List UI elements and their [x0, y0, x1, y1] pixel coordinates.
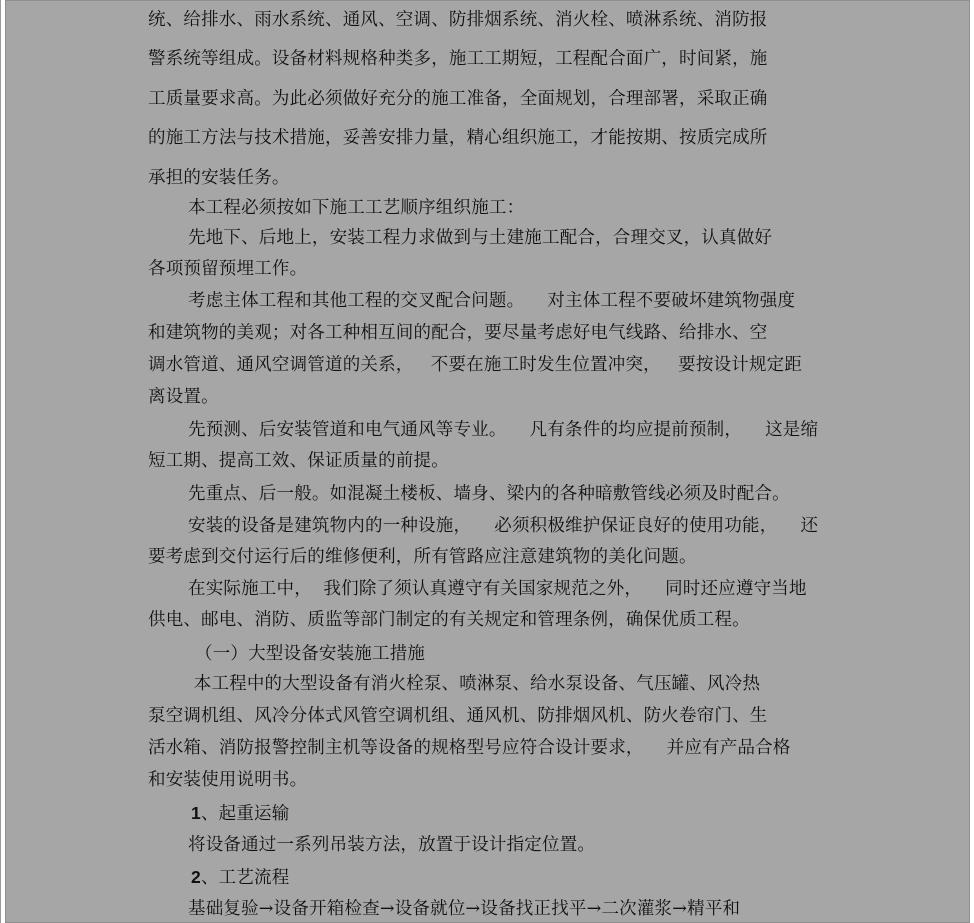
- text-line: 本工程中的大型设备有消火栓泵、喷淋泵、给水泵设备、气压罐、风冷热: [188, 674, 761, 694]
- text-line: 警系统等组成。设备材料规格种类多，施工工期短，工程配合面广，时间紧，施: [148, 49, 768, 69]
- item-heading: [191, 802, 289, 825]
- text-line: 短工期、提高工效、保证质量的前提。: [148, 451, 449, 471]
- item-title: 、工艺流程: [200, 868, 290, 888]
- text-line: 要考虑到交付运行后的维修便利，所有管路应注意建筑物的美化问题。: [148, 547, 697, 567]
- item-number: 2: [191, 867, 201, 887]
- text-line: 和安装使用说明书。: [148, 770, 308, 790]
- text-line: 和建筑物的美观；对各工种相互间的配合，要尽量考虑好电气线路、给排水、空: [148, 323, 768, 343]
- text-line: 考虑主体工程和其他工程的交叉配合问题。 对主体工程不要破坏建筑物强度: [188, 291, 796, 311]
- text-line: 调水管道、通风空调管道的关系， 不要在施工时发生位置冲突， 要按设计规定距: [148, 355, 803, 375]
- text-line: 先重点、后一般。如混凝土楼板、墙身、梁内的各种暗敷管线必须及时配合。: [188, 484, 790, 504]
- text-line: 安装的设备是建筑物内的一种设施， 必须积极维护保证良好的使用功能， 还: [188, 516, 819, 536]
- text-line: 将设备通过一系列吊装方法，放置于设计指定位置。: [188, 835, 596, 855]
- item-title: 、起重运输: [200, 804, 290, 824]
- text-line: 基础复验→设备开箱检查→设备就位→设备找正找平→二次灌浆→精平和: [188, 899, 741, 919]
- text-line: 工质量要求高。为此必须做好充分的施工准备，全面规划，合理部署，采取正确: [148, 89, 768, 109]
- text-line: 各项预留预埋工作。: [148, 259, 308, 279]
- text-line: 离设置。: [148, 387, 219, 407]
- text-line: 泵空调机组、风冷分体式风管空调机组、通风机、防排烟风机、防火卷帘门、生: [148, 706, 768, 726]
- document-page: [5, 0, 970, 923]
- item-heading: [191, 866, 289, 889]
- text-line: 承担的安装任务。: [148, 168, 290, 188]
- text-line: 活水箱、消防报警控制主机等设备的规格型号应符合设计要求， 并应有产品合格: [148, 738, 791, 758]
- text-line: 在实际施工中， 我们除了须认真遵守有关国家规范之外， 同时还应遵守当地: [188, 579, 807, 599]
- text-line: 先地下、后地上，安装工程力求做到与土建施工配合，合理交叉，认真做好: [188, 228, 773, 248]
- text-line: 先预测、后安装管道和电气通风等专业。 凡有条件的均应提前预制， 这是缩: [188, 420, 819, 440]
- text-line: 统、给排水、雨水系统、通风、空调、防排烟系统、消火栓、喷淋系统、消防报: [148, 10, 768, 30]
- item-number: 1: [191, 803, 201, 823]
- text-line: 的施工方法与技术措施，妥善安排力量，精心组织施工，才能按期、按质完成所: [148, 128, 768, 148]
- section-heading: （一）大型设备安装施工措施: [195, 644, 426, 664]
- text-line: 本工程必须按如下施工工艺顺序组织施工：: [188, 198, 525, 218]
- text-line: 供电、邮电、消防、质监等部门制定的有关规定和管理条例，确保优质工程。: [148, 610, 750, 630]
